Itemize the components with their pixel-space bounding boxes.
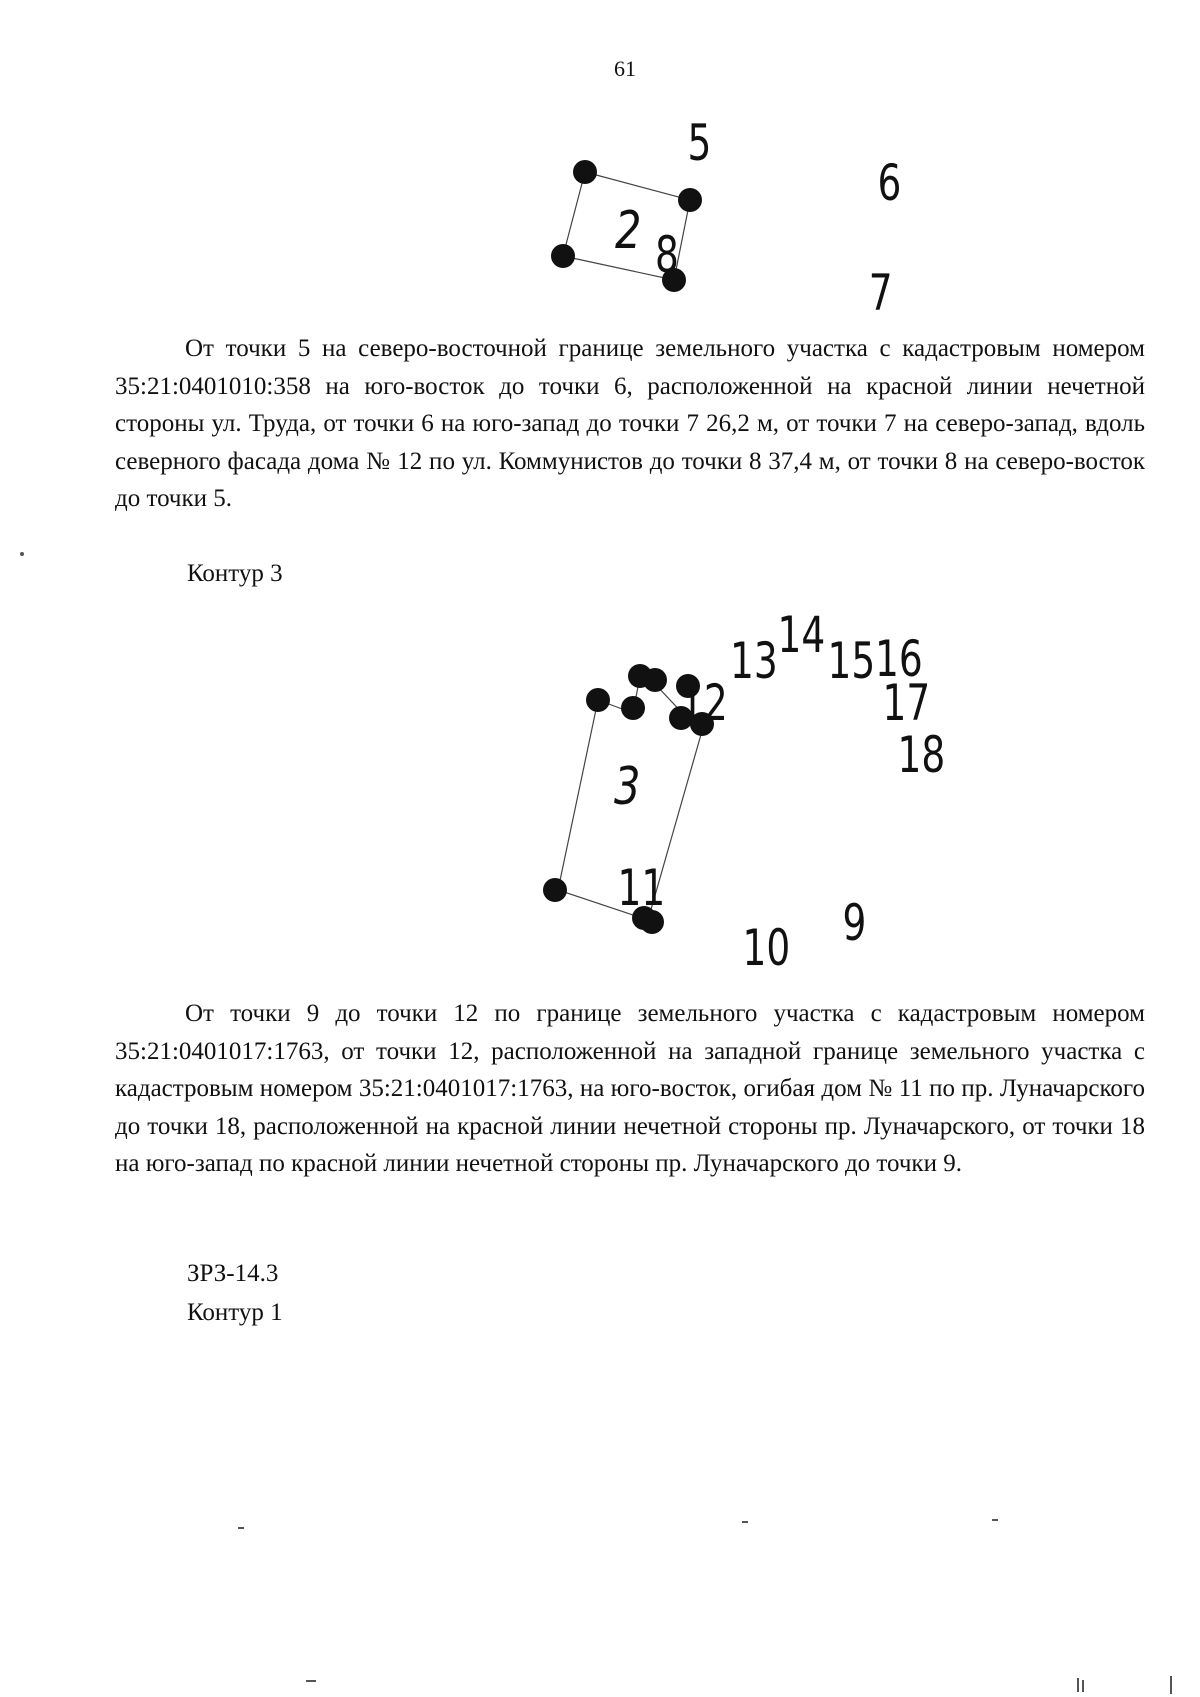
point-17-label: 17 bbox=[882, 674, 931, 733]
scan-speck bbox=[742, 1521, 748, 1523]
point-14-label: 14 bbox=[777, 606, 826, 665]
point-11-marker bbox=[543, 878, 567, 902]
point-16-label: 16 bbox=[875, 630, 923, 689]
contour-3-heading: Контур 3 bbox=[187, 560, 283, 587]
scan-speck bbox=[1082, 1680, 1084, 1692]
contour-2-text: От точки 5 на северо-восточной границе земельного участка с кадастровым номером 35:21:0401010:358 на юго-восток до точки 6, расположенной на красной линии нечетной стороны ул. Труда, от точки 6 на юго-запад до точки 7 26,2 м, от точки 7 на северо-запад, вдоль северного фасада дома № 12 по ул. Коммунистов до точки 8 37,4 м, от точки 8 на северо-восток до точки 5. bbox=[115, 335, 1145, 512]
point-18-label: 18 bbox=[897, 726, 946, 785]
point-11-label: 11 bbox=[617, 859, 666, 918]
point-9-label: 9 bbox=[842, 894, 867, 953]
point-15-marker bbox=[643, 668, 667, 692]
point-7-label: 7 bbox=[868, 264, 893, 323]
point-12-label: 12 bbox=[680, 674, 728, 733]
contour-1-heading: Контур 1 bbox=[187, 1299, 283, 1326]
point-12-marker bbox=[586, 688, 610, 712]
point-10-label: 10 bbox=[742, 919, 791, 978]
scan-speck bbox=[20, 552, 24, 556]
page-number: 61 bbox=[614, 56, 636, 81]
contour-3-text: От точки 9 до точки 12 по границе земельного участка с кадастровым номером 35:21:0401017:1763, от точки 12, расположенной на западной границе земельного участка с кадастровым номером 35:21:0401017:1763, на юго-восток, огибая дом № 11 по пр. Луначарского до точки 18, расположенной на красной линии нечетной стороны пр. Луначарского, от точки 18 на юго-запад по красной линии нечетной стороны пр. Луначарского до точки 9. bbox=[115, 1000, 1145, 1177]
contour-3-number: 3 bbox=[614, 756, 641, 818]
scan-speck bbox=[306, 1680, 316, 1682]
scan-speck bbox=[1077, 1678, 1079, 1692]
zone-heading: ЗРЗ-14.3 bbox=[187, 1260, 279, 1287]
scan-speck bbox=[1170, 1676, 1172, 1694]
point-8-label: 8 bbox=[655, 226, 679, 285]
scan-speck bbox=[992, 1519, 998, 1521]
contour-2-number: 2 bbox=[615, 200, 642, 262]
point-13-marker bbox=[621, 696, 645, 720]
contour-3-description bbox=[115, 995, 1145, 1183]
point-13-label: 13 bbox=[730, 632, 778, 691]
scan-speck bbox=[238, 1527, 244, 1529]
point-6-label: 6 bbox=[877, 154, 902, 213]
point-15-label: 15 bbox=[827, 632, 876, 691]
point-5-label: 5 bbox=[687, 114, 712, 173]
